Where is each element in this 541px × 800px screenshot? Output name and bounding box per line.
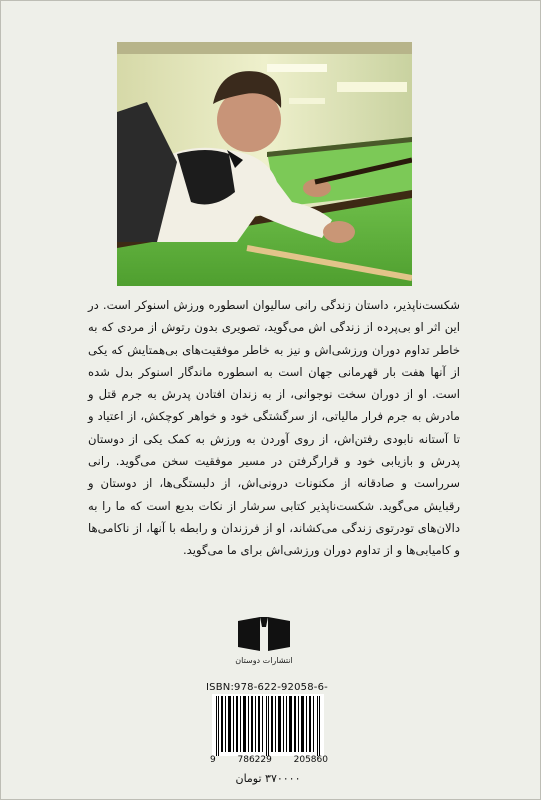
publisher-name: انتشارات دوستان: [235, 656, 293, 665]
back-cover-blurb: [88, 294, 460, 562]
isbn-barcode: [212, 694, 324, 756]
isbn-text: ISBN:978-622-92058-6-: [206, 682, 328, 693]
photo-snooker-player: [117, 42, 412, 286]
barcode-digit-group-left: 786229: [237, 755, 272, 765]
blurb-paragraph: شکست‌ناپذیر، داستان زندگی رانی سالیوان اسطوره ورزش اسنوکر است. در این اثر او بی‌پرده از زندگی اش می‌گوید، تصویری بدون رتوش از مردی که به خاطر تداوم دوران ورزشی‌اش و نیز به خاطر موفقیت‌های بی‌همتایش که یکی از آنها هفت بار قهرمانی جهان است به اسطوره ماندگار اسنوکر بدل شده است. او از دوران سخت نوجوانی، از به زندان افتادن پدرش به جرم قتل و مادرش به جرم فرار مالیاتی، از سرگشتگی خود و خواهر کوچکش، از اعتیاد و تا آستانه نابودی رفتن‌اش، از روی آوردن به ورزش به کمک یکی از دوستان پدرش و بازیابی خود و قرارگرفتن در مسیر موفقیت سخن می‌گوید. رانی سرراست و صادقانه از مکنونات درونی‌اش، از دلبستگی‌ها، از دوستان و رقبایش می‌گوید. شکست‌ناپذیر کتابی سرشار از نکات بدیع است که ما را به دالان‌های تودرتوی زندگی می‌کشاند، او از فرزندان و رابطه با آنها، از ناکامی‌ها و کامیابی‌ها و از تداوم دوران ورزشی‌اش برای ما می‌گوید.: [88, 298, 460, 558]
price-label: ۳۷۰۰۰۰ تومان: [235, 772, 301, 785]
barcode-digit-prefix: 9: [210, 755, 216, 765]
barcode-digits: [210, 755, 328, 765]
publisher-logo-icon: [236, 615, 292, 653]
barcode-digit-group-right: 205860: [293, 755, 328, 765]
